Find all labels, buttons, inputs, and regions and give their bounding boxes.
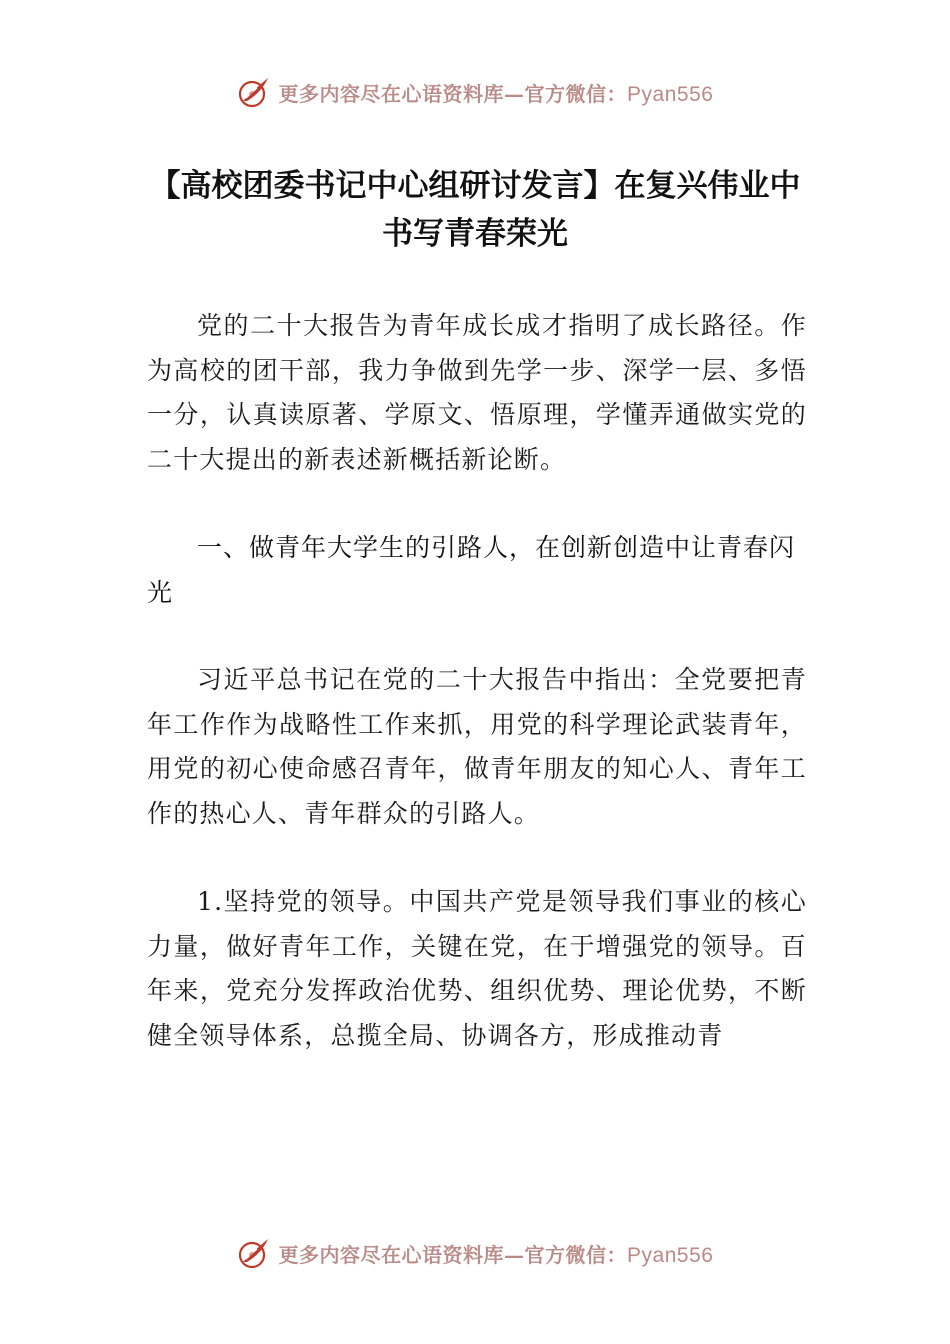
header-watermark <box>0 72 950 112</box>
watermark-text-cn: 更多内容尽在心语资料库—官方微信： <box>278 1242 628 1267</box>
paragraph-quote: 习近平总书记在党的二十大报告中指出：全党要把青年工作作为战略性工作来抓，用党的科学理论武装青年，用党的初心使命感召青年，做青年朋友的知心人、青年工作的热心人、青年群众的引路人。 <box>147 665 807 828</box>
watermark-text-cn: 更多内容尽在心语资料库—官方微信： <box>278 81 628 106</box>
page-title: 【高校团委书记中心组研讨发言】在复兴伟业中书写青春荣光 <box>149 168 801 252</box>
paragraph-intro: 党的二十大报告为青年成长成才指明了成长路径。作为高校的团干部，我力争做到先学一步、深学一层、多悟一分，认真读原著、学原文、悟原理，学懂弄通做实党的二十大提出的新表述新概括新论断。 <box>147 311 807 474</box>
paragraph-point-one: 1.坚持党的领导。中国共产党是领导我们事业的核心力量，做好青年工作，关键在党，在于增强党的领导。百年来，党充分发挥政治优势、组织优势、理论优势，不断健全领导体系，总揽全局、协调各方，形成推动青 <box>147 887 807 1050</box>
watermark-text <box>279 1239 714 1268</box>
quill-pen-icon <box>237 1236 271 1270</box>
section-heading-one: 一、做青年大学生的引路人，在创新创造中让青春闪光 <box>147 533 796 607</box>
watermark-text <box>279 78 714 107</box>
quill-pen-icon <box>237 75 271 109</box>
watermark-wechat-id: Pyan556 <box>627 1243 714 1267</box>
footer-watermark <box>0 1233 950 1273</box>
watermark-wechat-id: Pyan556 <box>627 82 714 106</box>
